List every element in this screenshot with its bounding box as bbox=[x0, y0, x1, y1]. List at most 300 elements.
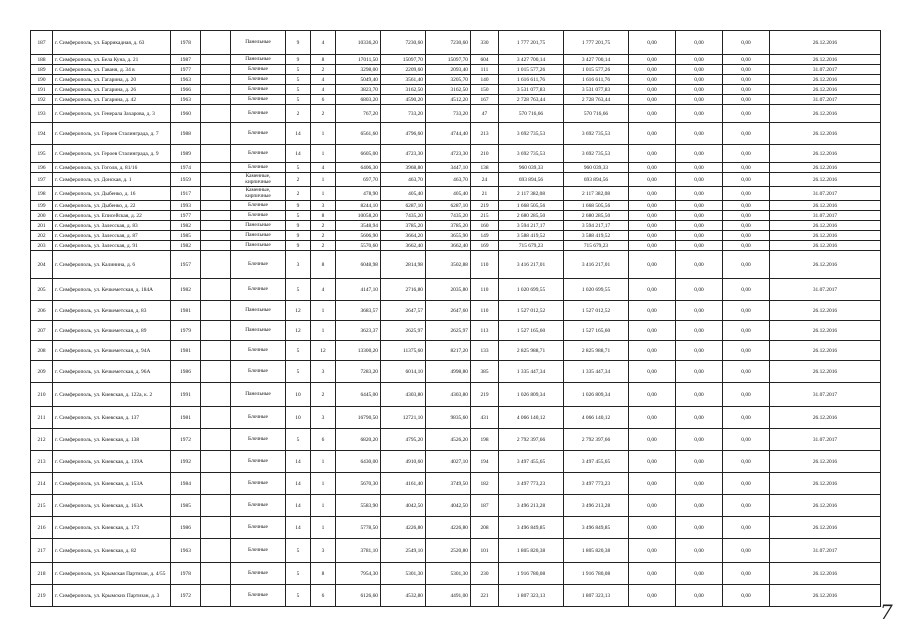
cell-repair-cost-fund: 3 588 419,52 bbox=[564, 231, 629, 241]
cell-repair-cost: 3 496 213,28 bbox=[499, 495, 564, 517]
cell-repair-cost: 693 894,56 bbox=[499, 173, 564, 187]
cell-budget-regional: 0,00 bbox=[676, 539, 723, 563]
cell-budget-federal: 0,00 bbox=[629, 85, 676, 95]
cell-reconstruction-year bbox=[201, 361, 231, 383]
cell-floors: 5 bbox=[286, 279, 311, 301]
cell-wall-material: Блочные bbox=[231, 495, 286, 517]
cell-reconstruction-year bbox=[201, 75, 231, 85]
cell-residential-area: 4161,40 bbox=[381, 473, 426, 495]
cell-total-area: 6430,00 bbox=[336, 451, 381, 473]
table-row bbox=[31, 585, 881, 607]
cell-repair-cost: 1 527 165,60 bbox=[499, 321, 564, 341]
cell-residents: 208 bbox=[471, 517, 499, 539]
cell-residential-area: 5301,30 bbox=[381, 563, 426, 585]
cell-residential-area: 7230,60 bbox=[381, 31, 426, 55]
cell-entrances: 2 bbox=[311, 383, 336, 407]
cell-build-year: 1982 bbox=[171, 279, 201, 301]
cell-budget-regional: 0,00 bbox=[676, 279, 723, 301]
cell-repair-cost: 2 825 988,71 bbox=[499, 341, 564, 361]
cell-entrances: 12 bbox=[311, 341, 336, 361]
cell-entrances: 3 bbox=[311, 539, 336, 563]
cell-build-year: 1981 bbox=[171, 341, 201, 361]
cell-floors: 5 bbox=[286, 163, 311, 173]
cell-row-number: 205 bbox=[31, 279, 53, 301]
cell-residents: 160 bbox=[471, 221, 499, 231]
cell-row-number: 203 bbox=[31, 241, 53, 251]
cell-address: г. Симферополь, ул. Калинина, д. 6 bbox=[53, 251, 171, 279]
cell-total-area: 767,20 bbox=[336, 105, 381, 123]
cell-budget-federal: 0,00 bbox=[629, 585, 676, 607]
cell-owned-area: 2647,60 bbox=[426, 301, 471, 321]
cell-plan-date: 26.12.2016 bbox=[770, 407, 881, 429]
cell-residential-area: 733,20 bbox=[381, 105, 426, 123]
cell-budget-local: 0,00 bbox=[723, 123, 770, 145]
cell-plan-date: 31.07.2017 bbox=[770, 187, 881, 201]
cell-address: г. Симферополь, ул. Крымская Партизан, д. 4/55 bbox=[53, 563, 171, 585]
cell-build-year: 1974 bbox=[171, 163, 201, 173]
cell-wall-material: Блочные bbox=[231, 163, 286, 173]
cell-residential-area: 2209,60 bbox=[381, 65, 426, 75]
cell-budget-local: 0,00 bbox=[723, 241, 770, 251]
cell-repair-cost: 1 335 447,34 bbox=[499, 361, 564, 383]
cell-reconstruction-year bbox=[201, 31, 231, 55]
cell-budget-federal: 0,00 bbox=[629, 407, 676, 429]
cell-repair-cost: 4 066 140,12 bbox=[499, 407, 564, 429]
cell-address: г. Симферополь, ул. Залесская, д. 87 bbox=[53, 231, 171, 241]
cell-row-number: 188 bbox=[31, 55, 53, 65]
cell-residential-area: 2814,98 bbox=[381, 251, 426, 279]
cell-budget-regional: 0,00 bbox=[676, 211, 723, 221]
cell-plan-date: 26.12.2016 bbox=[770, 231, 881, 241]
cell-floors: 5 bbox=[286, 85, 311, 95]
cell-wall-material: Блочные bbox=[231, 95, 286, 105]
cell-row-number: 219 bbox=[31, 585, 53, 607]
cell-budget-local: 0,00 bbox=[723, 451, 770, 473]
cell-residential-area: 3968,80 bbox=[381, 163, 426, 173]
cell-entrances: 2 bbox=[311, 65, 336, 75]
cell-row-number: 213 bbox=[31, 451, 53, 473]
cell-budget-local: 0,00 bbox=[723, 301, 770, 321]
cell-total-area: 6820,20 bbox=[336, 429, 381, 451]
cell-budget-federal: 0,00 bbox=[629, 241, 676, 251]
cell-budget-federal: 0,00 bbox=[629, 539, 676, 563]
cell-build-year: 1982 bbox=[171, 241, 201, 251]
cell-build-year: 1987 bbox=[171, 55, 201, 65]
cell-plan-date: 26.12.2016 bbox=[770, 563, 881, 585]
cell-repair-cost-fund: 1 616 611,76 bbox=[564, 75, 629, 85]
table-row bbox=[31, 473, 881, 495]
cell-budget-local: 0,00 bbox=[723, 231, 770, 241]
cell-repair-cost-fund: 715 679,23 bbox=[564, 241, 629, 251]
cell-budget-local: 0,00 bbox=[723, 85, 770, 95]
cell-wall-material: Блочные bbox=[231, 341, 286, 361]
cell-residential-area: 4723,30 bbox=[381, 145, 426, 163]
cell-repair-cost: 715 679,23 bbox=[499, 241, 564, 251]
cell-row-number: 211 bbox=[31, 407, 53, 429]
cell-wall-material: Панельные bbox=[231, 31, 286, 55]
cell-address: г. Симферополь, ул. Гагарина, д. 42 bbox=[53, 95, 171, 105]
cell-floors: 14 bbox=[286, 123, 311, 145]
cell-address: г. Симферополь, ул. Киевская, д. 139А bbox=[53, 451, 171, 473]
table-row bbox=[31, 517, 881, 539]
cell-residents: 215 bbox=[471, 211, 499, 221]
cell-residential-area: 4590,20 bbox=[381, 95, 426, 105]
cell-budget-local: 0,00 bbox=[723, 517, 770, 539]
cell-row-number: 208 bbox=[31, 341, 53, 361]
cell-repair-cost: 1 807 323,13 bbox=[499, 585, 564, 607]
cell-owned-area: 463,70 bbox=[426, 173, 471, 187]
table-row bbox=[31, 495, 881, 517]
cell-repair-cost-fund: 2 728 763,44 bbox=[564, 95, 629, 105]
cell-residents: 219 bbox=[471, 201, 499, 211]
cell-entrances: 1 bbox=[311, 451, 336, 473]
cell-total-area: 6561,60 bbox=[336, 123, 381, 145]
cell-budget-federal: 0,00 bbox=[629, 123, 676, 145]
cell-floors: 9 bbox=[286, 221, 311, 231]
cell-owned-area: 3655,90 bbox=[426, 231, 471, 241]
cell-owned-area: 2093,40 bbox=[426, 65, 471, 75]
cell-budget-local: 0,00 bbox=[723, 187, 770, 201]
cell-build-year: 1977 bbox=[171, 211, 201, 221]
cell-residents: 24 bbox=[471, 173, 499, 187]
cell-wall-material: Блочные bbox=[231, 211, 286, 221]
cell-repair-cost: 1 805 820,38 bbox=[499, 539, 564, 563]
cell-repair-cost: 2 728 763,44 bbox=[499, 95, 564, 105]
cell-owned-area: 5301,30 bbox=[426, 563, 471, 585]
cell-wall-material: Панельные bbox=[231, 221, 286, 231]
cell-address: г. Симферополь, ул. Кечкеметская, д. 94А bbox=[53, 341, 171, 361]
cell-total-area: 5570,60 bbox=[336, 241, 381, 251]
cell-repair-cost-fund: 3 416 217,01 bbox=[564, 251, 629, 279]
cell-reconstruction-year bbox=[201, 495, 231, 517]
cell-total-area: 6605,00 bbox=[336, 145, 381, 163]
cell-floors: 14 bbox=[286, 495, 311, 517]
table-row bbox=[31, 279, 881, 301]
cell-reconstruction-year bbox=[201, 105, 231, 123]
cell-build-year: 1963 bbox=[171, 539, 201, 563]
cell-plan-date: 26.12.2016 bbox=[770, 361, 881, 383]
cell-repair-cost-fund: 3 496 213,28 bbox=[564, 495, 629, 517]
cell-row-number: 210 bbox=[31, 383, 53, 407]
cell-reconstruction-year bbox=[201, 279, 231, 301]
cell-budget-regional: 0,00 bbox=[676, 407, 723, 429]
cell-repair-cost-fund: 1 807 323,13 bbox=[564, 585, 629, 607]
table-row bbox=[31, 241, 881, 251]
cell-build-year: 1988 bbox=[171, 123, 201, 145]
cell-floors: 2 bbox=[286, 187, 311, 201]
cell-residents: 221 bbox=[471, 585, 499, 607]
cell-budget-regional: 0,00 bbox=[676, 241, 723, 251]
cell-residential-area: 15097,70 bbox=[381, 55, 426, 65]
cell-repair-cost: 3 692 735,53 bbox=[499, 145, 564, 163]
cell-plan-date: 26.12.2016 bbox=[770, 105, 881, 123]
cell-budget-local: 0,00 bbox=[723, 105, 770, 123]
cell-budget-local: 0,00 bbox=[723, 221, 770, 231]
cell-residential-area: 3162,50 bbox=[381, 85, 426, 95]
cell-budget-local: 0,00 bbox=[723, 31, 770, 55]
cell-residential-area: 2625,97 bbox=[381, 321, 426, 341]
cell-total-area: 6445,00 bbox=[336, 383, 381, 407]
cell-address: г. Симферополь, ул. Генерала Захарова, д. 3 bbox=[53, 105, 171, 123]
table-row bbox=[31, 539, 881, 563]
cell-budget-local: 0,00 bbox=[723, 163, 770, 173]
cell-budget-local: 0,00 bbox=[723, 55, 770, 65]
cell-owned-area: 4723,30 bbox=[426, 145, 471, 163]
cell-total-area: 478,90 bbox=[336, 187, 381, 201]
cell-total-area: 3298,00 bbox=[336, 65, 381, 75]
cell-owned-area: 3162,50 bbox=[426, 85, 471, 95]
cell-budget-federal: 0,00 bbox=[629, 231, 676, 241]
cell-row-number: 199 bbox=[31, 201, 53, 211]
cell-plan-date: 31.07.2017 bbox=[770, 539, 881, 563]
cell-wall-material: Блочные bbox=[231, 75, 286, 85]
cell-residents: 133 bbox=[471, 341, 499, 361]
cell-total-area: 5583,90 bbox=[336, 495, 381, 517]
cell-budget-local: 0,00 bbox=[723, 407, 770, 429]
cell-wall-material: Панельные bbox=[231, 321, 286, 341]
cell-budget-local: 0,00 bbox=[723, 539, 770, 563]
cell-address: г. Симферополь, ул. Кечкеметская, д. 184А bbox=[53, 279, 171, 301]
cell-budget-federal: 0,00 bbox=[629, 321, 676, 341]
cell-build-year: 1985 bbox=[171, 495, 201, 517]
cell-residents: 47 bbox=[471, 105, 499, 123]
cell-residential-area: 4042,50 bbox=[381, 495, 426, 517]
cell-wall-material: Панельные bbox=[231, 55, 286, 65]
cell-budget-regional: 0,00 bbox=[676, 361, 723, 383]
cell-repair-cost-fund: 3 497 773,23 bbox=[564, 473, 629, 495]
table-row bbox=[31, 301, 881, 321]
cell-floors: 5 bbox=[286, 95, 311, 105]
cell-floors: 3 bbox=[286, 251, 311, 279]
cell-budget-regional: 0,00 bbox=[676, 173, 723, 187]
cell-plan-date: 31.07.2017 bbox=[770, 279, 881, 301]
cell-owned-area: 6287,10 bbox=[426, 201, 471, 211]
cell-wall-material: Блочные bbox=[231, 279, 286, 301]
cell-budget-local: 0,00 bbox=[723, 473, 770, 495]
cell-repair-cost-fund: 1 026 809,34 bbox=[564, 383, 629, 407]
table-row bbox=[31, 251, 881, 279]
cell-address: г. Симферополь, ул. Еписейская, д. 22 bbox=[53, 211, 171, 221]
cell-entrances: 2 bbox=[311, 221, 336, 231]
cell-residential-area: 3664,20 bbox=[381, 231, 426, 241]
cell-reconstruction-year bbox=[201, 451, 231, 473]
cell-budget-federal: 0,00 bbox=[629, 361, 676, 383]
cell-reconstruction-year bbox=[201, 301, 231, 321]
cell-reconstruction-year bbox=[201, 341, 231, 361]
cell-repair-cost-fund: 693 894,56 bbox=[564, 173, 629, 187]
cell-entrances: 1 bbox=[311, 473, 336, 495]
cell-repair-cost: 1 527 012,52 bbox=[499, 301, 564, 321]
cell-total-area: 10058,20 bbox=[336, 211, 381, 221]
cell-wall-material: Блочные bbox=[231, 585, 286, 607]
cell-budget-federal: 0,00 bbox=[629, 301, 676, 321]
cell-wall-material: Блочные bbox=[231, 65, 286, 75]
cell-floors: 5 bbox=[286, 65, 311, 75]
table-row bbox=[31, 187, 881, 201]
table-row bbox=[31, 105, 881, 123]
cell-residential-area: 3561,40 bbox=[381, 75, 426, 85]
cell-residents: 230 bbox=[471, 563, 499, 585]
cell-plan-date: 26.12.2016 bbox=[770, 163, 881, 173]
cell-build-year: 1972 bbox=[171, 429, 201, 451]
cell-budget-regional: 0,00 bbox=[676, 321, 723, 341]
cell-plan-date: 26.12.2016 bbox=[770, 145, 881, 163]
cell-plan-date: 26.12.2016 bbox=[770, 173, 881, 187]
cell-entrances: 6 bbox=[311, 429, 336, 451]
cell-residential-area: 3785,20 bbox=[381, 221, 426, 231]
cell-address: г. Симферополь, ул. Киевская, д. 153А bbox=[53, 473, 171, 495]
cell-build-year: 1989 bbox=[171, 145, 201, 163]
cell-row-number: 200 bbox=[31, 211, 53, 221]
cell-address: г. Симферополь, ул. Гоголя, д. 81/16 bbox=[53, 163, 171, 173]
cell-build-year: 1981 bbox=[171, 407, 201, 429]
cell-budget-local: 0,00 bbox=[723, 279, 770, 301]
cell-total-area: 6406,30 bbox=[336, 163, 381, 173]
cell-address: г. Симферополь, ул. Гаваня, д. 34 в bbox=[53, 65, 171, 75]
table-row bbox=[31, 201, 881, 211]
cell-repair-cost: 2 117 382,08 bbox=[499, 187, 564, 201]
cell-budget-regional: 0,00 bbox=[676, 187, 723, 201]
cell-owned-area: 4303,80 bbox=[426, 383, 471, 407]
cell-address: г. Симферополь, ул. Киевская, д. 82 bbox=[53, 539, 171, 563]
cell-budget-local: 0,00 bbox=[723, 495, 770, 517]
cell-floors: 12 bbox=[286, 321, 311, 341]
cell-budget-regional: 0,00 bbox=[676, 383, 723, 407]
cell-residents: 213 bbox=[471, 123, 499, 145]
cell-owned-area: 8217,20 bbox=[426, 341, 471, 361]
cell-entrances: 1 bbox=[311, 173, 336, 187]
cell-residents: 219 bbox=[471, 383, 499, 407]
cell-total-area: 3623,37 bbox=[336, 321, 381, 341]
cell-total-area: 5049,40 bbox=[336, 75, 381, 85]
cell-owned-area: 4491,00 bbox=[426, 585, 471, 607]
cell-repair-cost-fund: 1 916 780,08 bbox=[564, 563, 629, 585]
cell-total-area: 3823,70 bbox=[336, 85, 381, 95]
cell-row-number: 216 bbox=[31, 517, 53, 539]
cell-wall-material: Блочные bbox=[231, 539, 286, 563]
cell-owned-area: 4042,50 bbox=[426, 495, 471, 517]
cell-residents: 604 bbox=[471, 55, 499, 65]
cell-address: г. Симферополь, ул. Бела Куна, д. 21 bbox=[53, 55, 171, 65]
cell-repair-cost-fund: 2 117 382,08 bbox=[564, 187, 629, 201]
cell-entrances: 1 bbox=[311, 321, 336, 341]
cell-budget-regional: 0,00 bbox=[676, 75, 723, 85]
cell-build-year: 1986 bbox=[171, 517, 201, 539]
cell-reconstruction-year bbox=[201, 145, 231, 163]
cell-budget-local: 0,00 bbox=[723, 341, 770, 361]
cell-plan-date: 26.12.2016 bbox=[770, 341, 881, 361]
cell-build-year: 1959 bbox=[171, 173, 201, 187]
cell-wall-material: Блочные bbox=[231, 517, 286, 539]
cell-entrances: 4 bbox=[311, 279, 336, 301]
cell-repair-cost: 3 531 077,83 bbox=[499, 85, 564, 95]
cell-owned-area: 4744,40 bbox=[426, 123, 471, 145]
cell-repair-cost: 1 668 505,56 bbox=[499, 201, 564, 211]
table-row bbox=[31, 85, 881, 95]
cell-budget-federal: 0,00 bbox=[629, 563, 676, 585]
cell-wall-material: Блочные bbox=[231, 361, 286, 383]
table-row bbox=[31, 145, 881, 163]
cell-residential-area: 2647,57 bbox=[381, 301, 426, 321]
table-body bbox=[31, 31, 881, 607]
cell-budget-federal: 0,00 bbox=[629, 201, 676, 211]
cell-budget-regional: 0,00 bbox=[676, 585, 723, 607]
cell-budget-regional: 0,00 bbox=[676, 55, 723, 65]
cell-entrances: 4 bbox=[311, 85, 336, 95]
cell-plan-date: 26.12.2016 bbox=[770, 85, 881, 95]
cell-plan-date: 26.12.2016 bbox=[770, 75, 881, 85]
cell-residents: 138 bbox=[471, 163, 499, 173]
cell-plan-date: 31.07.2017 bbox=[770, 65, 881, 75]
cell-address: г. Симферополь, ул. Крымских Партизан, д. 3 bbox=[53, 585, 171, 607]
cell-entrances: 1 bbox=[311, 145, 336, 163]
cell-total-area: 17011,50 bbox=[336, 55, 381, 65]
cell-budget-local: 0,00 bbox=[723, 585, 770, 607]
table-row bbox=[31, 451, 881, 473]
cell-wall-material: Блочные bbox=[231, 429, 286, 451]
cell-plan-date: 26.12.2016 bbox=[770, 451, 881, 473]
cell-budget-federal: 0,00 bbox=[629, 187, 676, 201]
cell-budget-local: 0,00 bbox=[723, 201, 770, 211]
cell-repair-cost-fund: 1 805 820,38 bbox=[564, 539, 629, 563]
cell-reconstruction-year bbox=[201, 221, 231, 231]
cell-reconstruction-year bbox=[201, 201, 231, 211]
cell-residential-area: 11375,60 bbox=[381, 341, 426, 361]
cell-budget-federal: 0,00 bbox=[629, 517, 676, 539]
cell-repair-cost-fund: 3 594 217,17 bbox=[564, 221, 629, 231]
cell-wall-material: Панельные bbox=[231, 231, 286, 241]
cell-repair-cost-fund: 3 497 455,65 bbox=[564, 451, 629, 473]
cell-wall-material: Блочные bbox=[231, 145, 286, 163]
cell-owned-area: 2035,80 bbox=[426, 279, 471, 301]
cell-reconstruction-year bbox=[201, 85, 231, 95]
cell-reconstruction-year bbox=[201, 473, 231, 495]
cell-build-year: 1981 bbox=[171, 301, 201, 321]
cell-total-area: 5670,30 bbox=[336, 473, 381, 495]
cell-repair-cost: 3 496 849,85 bbox=[499, 517, 564, 539]
table-row bbox=[31, 75, 881, 85]
cell-repair-cost: 1 015 577,26 bbox=[499, 65, 564, 75]
cell-row-number: 204 bbox=[31, 251, 53, 279]
cell-repair-cost: 3 497 773,23 bbox=[499, 473, 564, 495]
cell-row-number: 193 bbox=[31, 105, 53, 123]
cell-plan-date: 31.07.2017 bbox=[770, 95, 881, 105]
cell-repair-cost-fund: 1 335 447,34 bbox=[564, 361, 629, 383]
cell-repair-cost: 1 916 780,08 bbox=[499, 563, 564, 585]
cell-repair-cost: 1 616 611,76 bbox=[499, 75, 564, 85]
cell-budget-federal: 0,00 bbox=[629, 429, 676, 451]
cell-entrances: 2 bbox=[311, 231, 336, 241]
cell-entrances: 4 bbox=[311, 163, 336, 173]
cell-reconstruction-year bbox=[201, 187, 231, 201]
cell-wall-material: Блочные bbox=[231, 85, 286, 95]
cell-entrances: 8 bbox=[311, 55, 336, 65]
cell-residential-area: 6287,10 bbox=[381, 201, 426, 211]
cell-repair-cost: 3 427 700,14 bbox=[499, 55, 564, 65]
cell-repair-cost-fund: 1 015 577,26 bbox=[564, 65, 629, 75]
cell-floors: 5 bbox=[286, 361, 311, 383]
cell-budget-regional: 0,00 bbox=[676, 451, 723, 473]
cell-row-number: 189 bbox=[31, 65, 53, 75]
cell-total-area: 6048,98 bbox=[336, 251, 381, 279]
cell-owned-area: 3785,20 bbox=[426, 221, 471, 231]
cell-plan-date: 31.07.2017 bbox=[770, 211, 881, 221]
cell-residential-area: 4226,80 bbox=[381, 517, 426, 539]
cell-residential-area: 2716,80 bbox=[381, 279, 426, 301]
cell-plan-date: 26.12.2016 bbox=[770, 221, 881, 231]
housing-register-table bbox=[30, 30, 881, 607]
cell-budget-local: 0,00 bbox=[723, 429, 770, 451]
